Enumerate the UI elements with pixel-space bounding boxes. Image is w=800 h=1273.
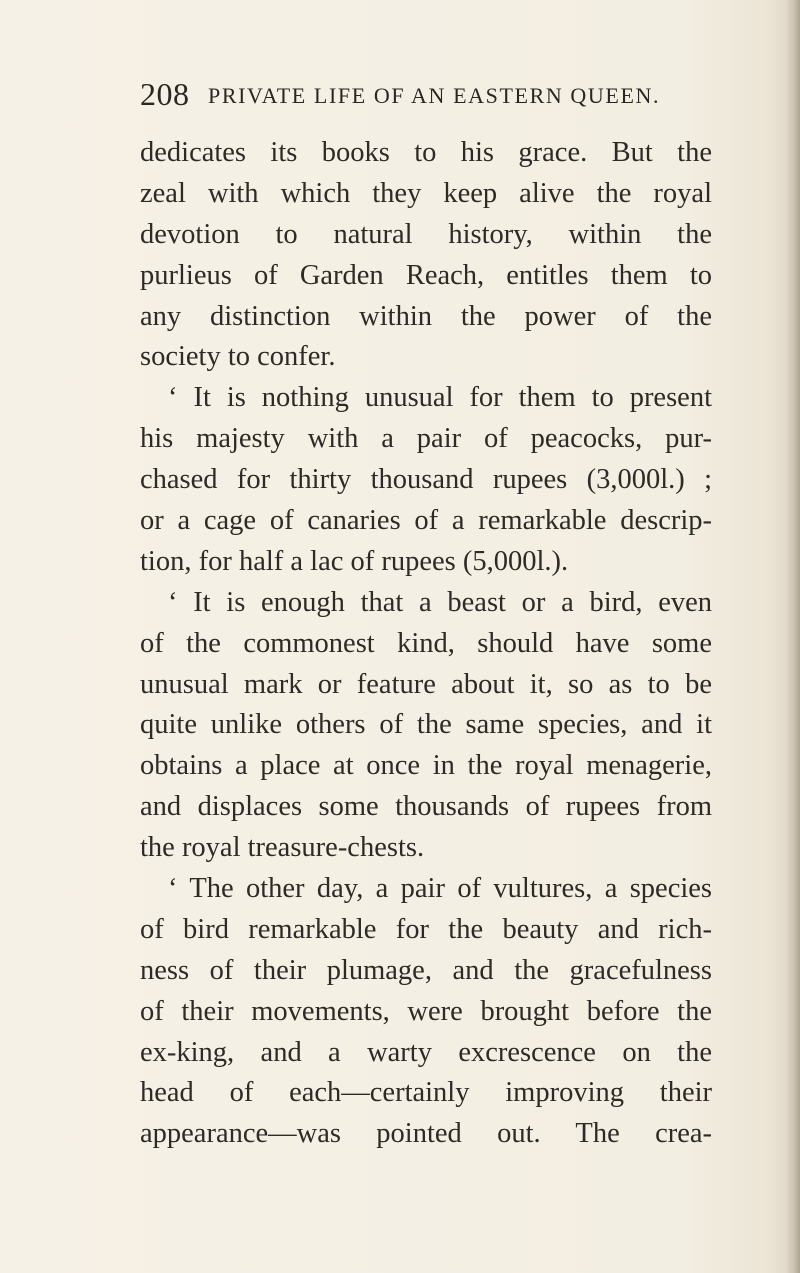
text-line: or a cage of canaries of a remarkable descrip-	[140, 505, 712, 537]
text-line: unusual mark or feature about it, so as to be	[140, 668, 712, 700]
running-title: PRIVATE LIFE OF AN EASTERN QUEEN.	[208, 83, 661, 108]
text-line: quite unlike others of the same species, and it	[140, 709, 712, 741]
text-line: head of each—certainly improving their	[140, 1077, 712, 1109]
text-line: of their movements, were brought before the	[140, 995, 712, 1027]
text-line: any distinction within the power of the	[140, 300, 712, 332]
text-line: ‘ The other day, a pair of vultures, a species	[168, 873, 712, 905]
page-number: 208	[140, 76, 190, 112]
text-line: zeal with which they keep alive the royal	[140, 177, 712, 209]
text-line: obtains a place at once in the royal menagerie,	[140, 750, 712, 782]
body-text	[140, 133, 712, 1155]
running-head	[140, 72, 710, 116]
text-line: dedicates its books to his grace. But the	[140, 137, 712, 168]
text-line: ex-king, and a warty excrescence on the	[140, 1036, 712, 1068]
text-line: chased for thirty thousand rupees (3,000l.) ;	[140, 464, 712, 496]
text-line: tion, for half a lac of rupees (5,000l.).	[140, 545, 569, 577]
text-line: of the commonest kind, should have some	[140, 627, 712, 659]
text-line: ness of their plumage, and the gracefulness	[140, 954, 712, 986]
text-line: devotion to natural history, within the	[140, 218, 712, 250]
text-line: the royal treasure-chests.	[140, 832, 425, 864]
text-line: ‘ It is nothing unusual for them to present	[168, 382, 712, 414]
text-line: appearance—was pointed out. The crea-	[140, 1118, 712, 1150]
text-line: society to confer.	[140, 341, 336, 373]
text-line: ‘ It is enough that a beast or a bird, even	[168, 586, 712, 618]
text-line: and displaces some thousands of rupees from	[140, 791, 712, 823]
text-line: of bird remarkable for the beauty and rich-	[140, 913, 712, 945]
page-edge-shadow	[786, 0, 800, 1273]
text-line: his majesty with a pair of peacocks, pur-	[140, 423, 712, 455]
text-line: purlieus of Garden Reach, entitles them to	[140, 259, 712, 291]
